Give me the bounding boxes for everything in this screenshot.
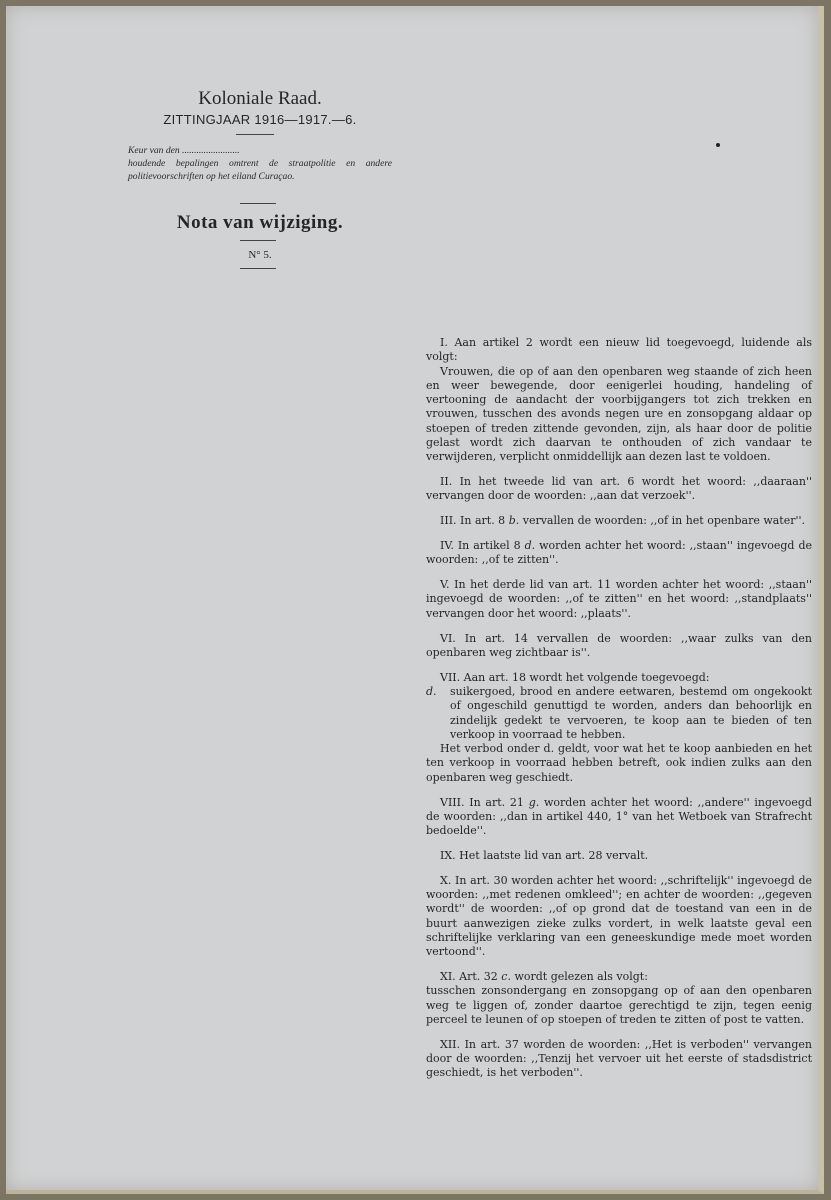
amendment-7-intro: VII. Aan art. 18 wordt het volgende toegevoegd: xyxy=(440,670,710,684)
amendment-8: VIII. In art. 21 g. worden achter het woord: ,,andere'' ingevoegd de woorden: ,,dan in artikel 440, 1° van het Wetboek van Strafrecht bedoelde''. xyxy=(426,795,812,838)
document-number: N° 5. xyxy=(248,249,272,261)
amendment-1-text: Vrouwen, die op of aan den openbaren weg staande of zich heen en weer bewegende, door eenigerlei houding, handeling of vertooning de aandacht der voorbijgangers tot zich trekken en vrouwen, tusschen des avonds negen ure en zonsopgang aldaar op stoepen of treden zittende gevonden, zijn, als haar door de politie gelast wordt zich daarvan te onthouden of zich vandaar te verwijderen, verplicht onmiddellijk aan dezen last te voldoen. xyxy=(426,364,812,464)
divider xyxy=(240,203,276,204)
amendment-3: III. In art. 8 b. vervallen de woorden: ,,of in het openbare water''. xyxy=(440,514,806,528)
session-year: ZITTINGJAAR 1916—1917.—6. xyxy=(163,112,357,127)
amendment-2: II. In het tweede lid van art. 6 wordt het woord: ,,daaraan'' vervangen door de woorden: ,,aan dat verzoek''. xyxy=(426,475,812,503)
subject-text: houdende bepalingen omtrent de straatpolitie en andere politievoorschriften op het eiland Curaçao. xyxy=(128,158,392,182)
amendment-7-after: Het verbod onder d. geldt, voor wat het te koop aanbieden en het ten verkoop in voorraad hebben betreft, ook indien zulks aan den openbaren weg geschiedt. xyxy=(426,742,812,784)
amendment-5: V. In het derde lid van art. 11 worden achter het woord: ,,staan'' ingevoegd de woorden: ,,of te zitten'' en het woord: ,,standplaats'' vervangen door het woord: ,,plaats''. xyxy=(426,578,812,620)
amendment-11-text: tusschen zonsondergang en zonsopgang op of aan den openbaren weg te liggen of, zonder daartoe gerechtigd te zijn, tegen eenig perceel te leunen of op stoepen of treden te zitten of post te vatten. xyxy=(426,984,812,1026)
amendment-11-intro: XI. Art. 32 c. wordt gelezen als volgt: xyxy=(440,969,648,983)
document-title: Koloniale Raad. xyxy=(198,88,322,109)
decree-subject xyxy=(128,144,392,183)
amendment-9: IX. Het laatste lid van art. 28 vervalt. xyxy=(440,848,649,862)
divider xyxy=(240,240,276,241)
amendment-12: XII. In art. 37 worden de woorden: ,,Het is verboden'' vervangen door de woorden: ,,Tenzij het vervoer uit het eerste of stadsdistrict geschiedt, is het verboden''. xyxy=(426,1037,812,1080)
page-heading: Nota van wijziging. xyxy=(176,212,344,233)
ink-speck xyxy=(716,143,720,147)
subject-line-1: Keur van den ........................ xyxy=(128,145,240,156)
divider xyxy=(240,268,276,269)
amendment-4: IV. In artikel 8 d. worden achter het woord: ,,staan'' ingevoegd de woorden: ,,of te zitten''. xyxy=(426,539,812,567)
amendments-body xyxy=(426,336,812,1091)
amendment-7-item: d. suikergoed, brood en andere eetwaren, bestemd om ongekookt of ongeschild genuttigd te worden, anders dan behoorlijk en zindelijk gedekt te vervoeren, te koop aan te bieden of ten verkoop in voorraad te hebben. xyxy=(426,684,812,741)
divider xyxy=(236,134,274,135)
amendment-6: VI. In art. 14 vervallen de woorden: ,,waar zulks van den openbaren weg zichtbaar is''. xyxy=(426,631,812,659)
amendment-1-intro: I. Aan artikel 2 wordt een nieuw lid toegevoegd, luidende als volgt: xyxy=(426,336,812,364)
amendment-10: X. In art. 30 worden achter het woord: ,,schriftelijk'' ingevoegd de woorden: ,,met redenen omkleed''; en achter de woorden: ,,gegeven wordt'' de woorden: ,,of op grond dat de toestand van een in de buurt aanwezigen zieke zulks vordert, in welk laatste geval een schriftelijke verklaring van een geneeskundige mede moet worden vertoond''. xyxy=(426,873,812,959)
